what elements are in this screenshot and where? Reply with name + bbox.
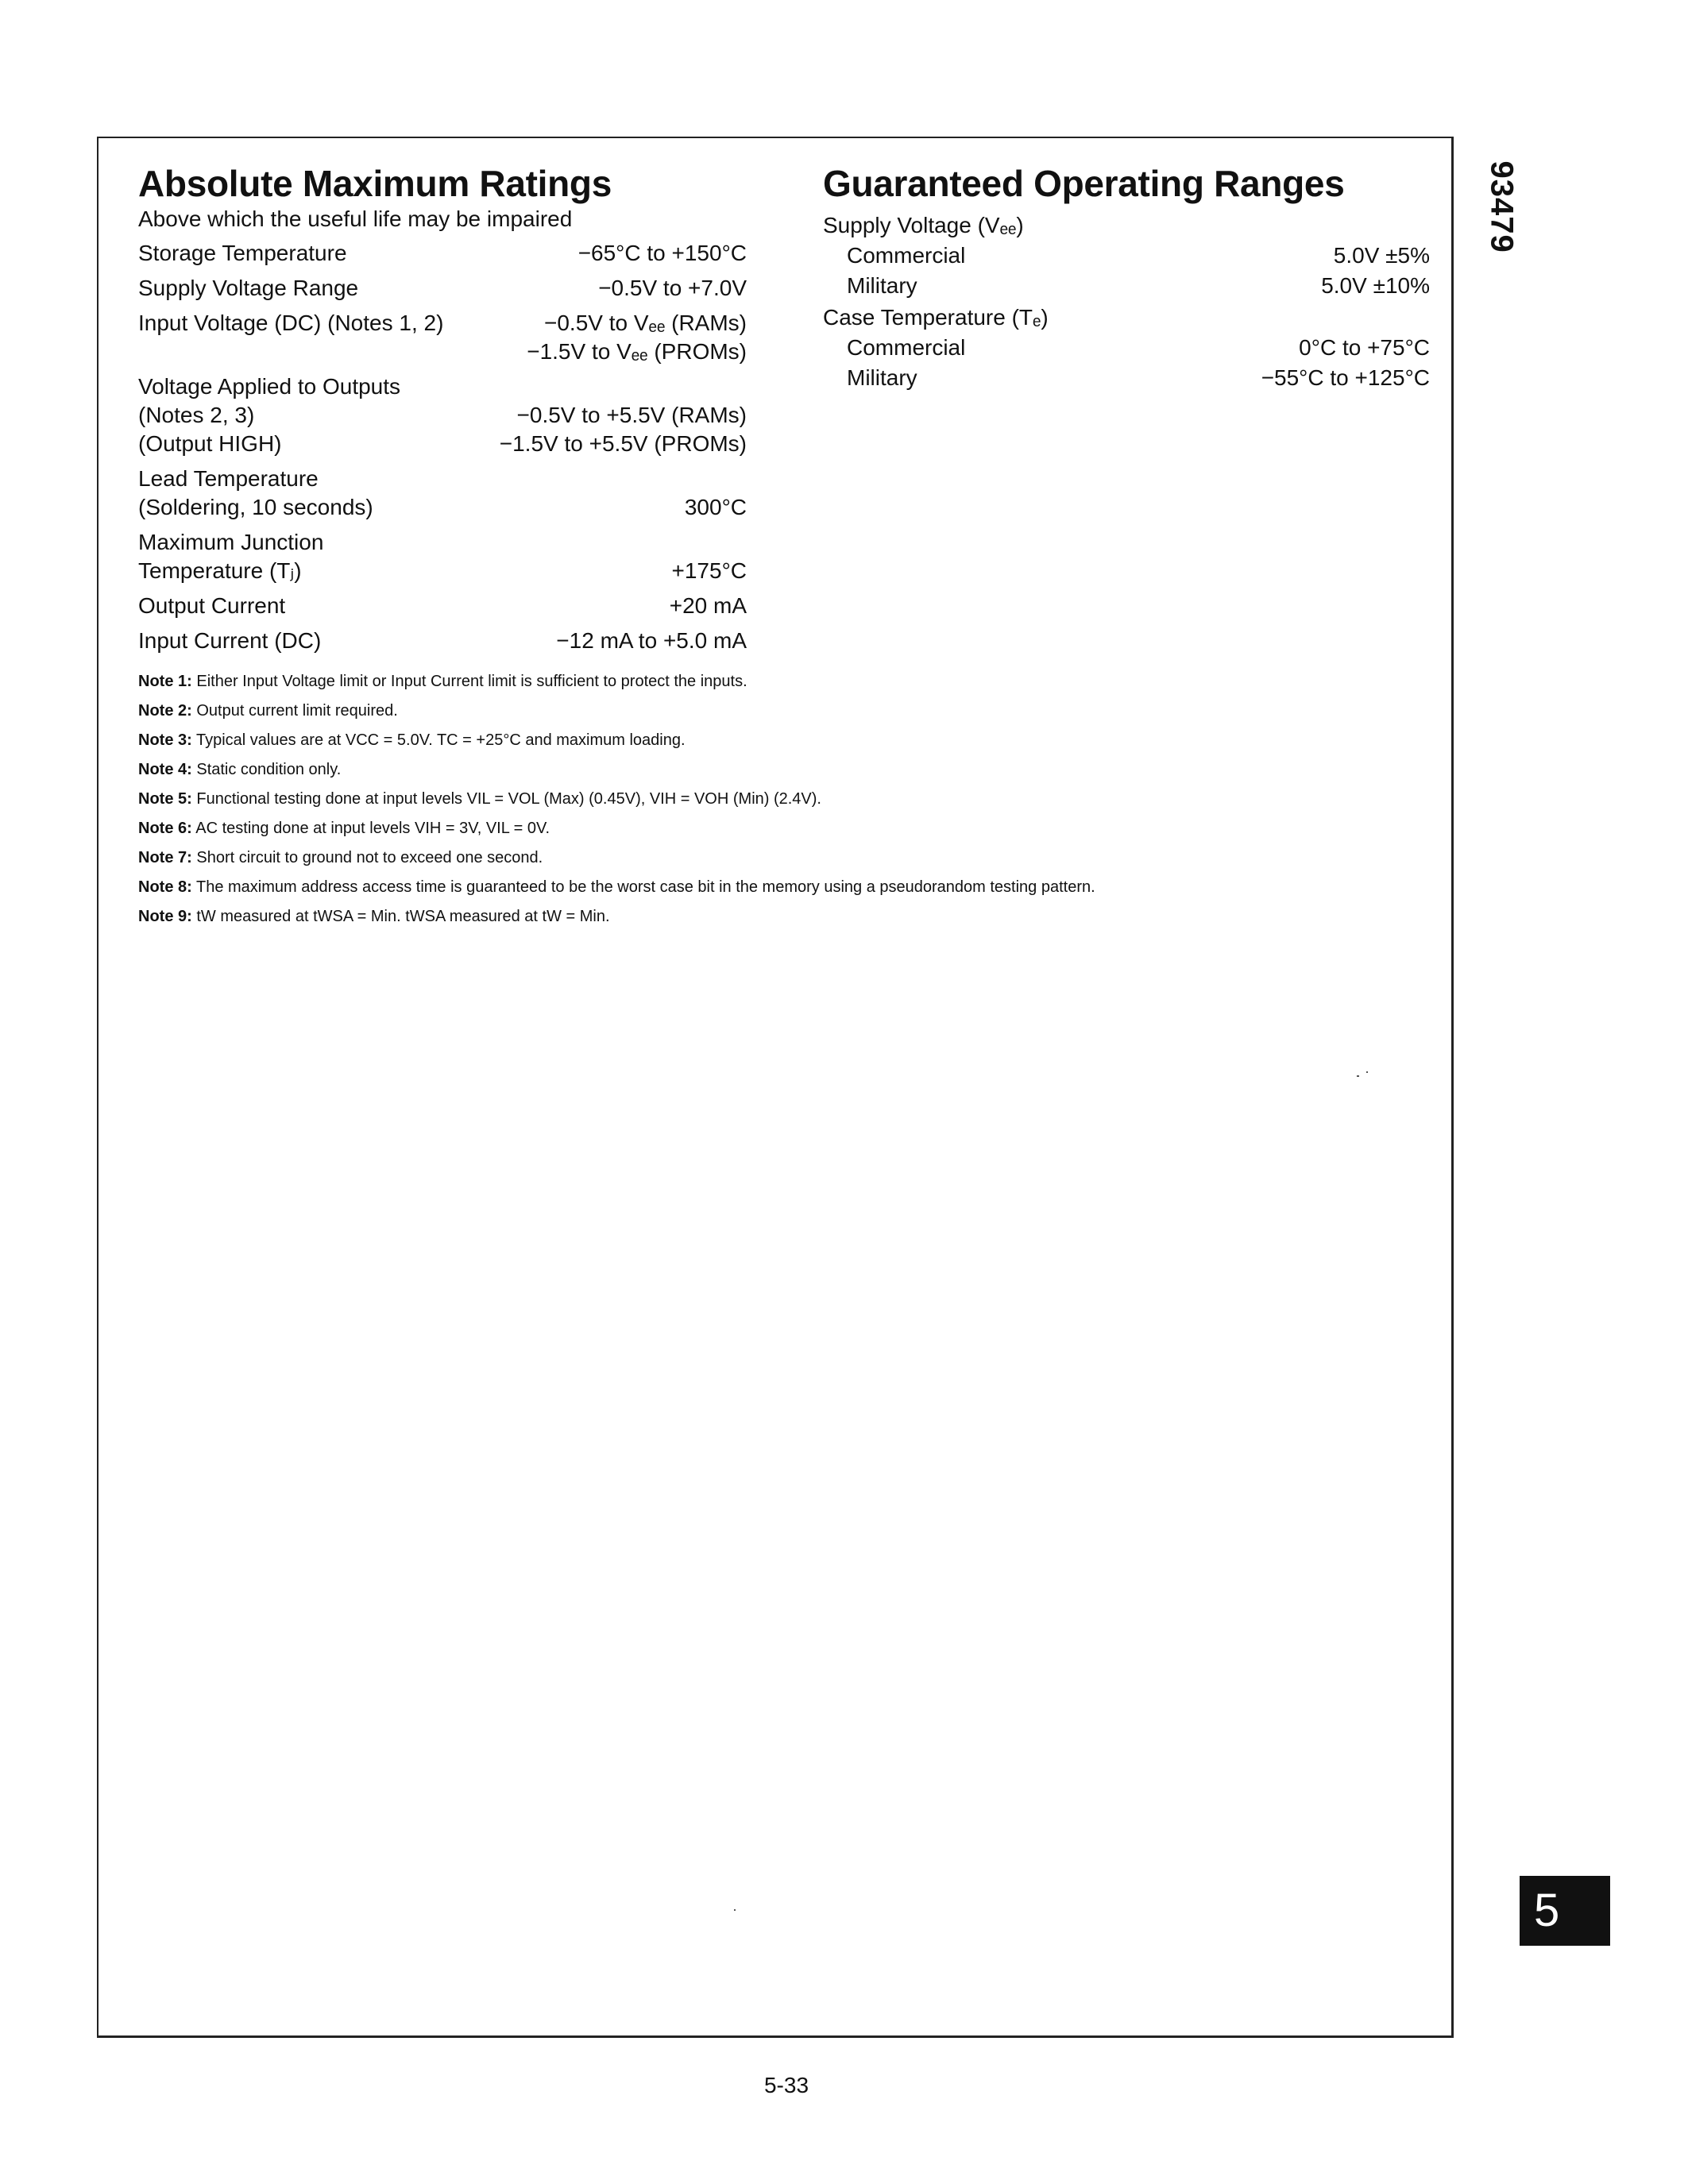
absolute-maximum-ratings-section [138,161,747,655]
note-text: Static condition only. [196,761,342,778]
note-tag: Note 9: [138,908,192,925]
case-temperature-heading: Case Temperature (Tₑ) [823,305,1049,330]
rating-value: +175°C [671,558,747,583]
note-tag: Note 6: [138,820,192,837]
note-item [138,785,1409,814]
note-text: The maximum address access time is guaranteed to be the worst case bit in the memory using a pseudorandom testing pattern. [196,878,1095,896]
range-label: Commercial [847,335,966,360]
range-row [823,271,1430,301]
rating-label: Storage Temperature [138,241,347,265]
rating-value: −0.5V to +5.5V (RAMs) −1.5V to +5.5V (PROMs) [499,403,747,456]
note-item [138,814,1409,843]
note-text: Short circuit to ground not to exceed one second. [196,849,543,866]
rating-value: 300°C [684,495,747,519]
rating-label: Supply Voltage Range [138,276,359,300]
note-item [138,755,1409,785]
range-value: 5.0V ±5% [1333,243,1430,268]
rating-value: −65°C to +150°C [577,241,747,265]
note-item [138,902,1409,932]
note-item [138,843,1409,873]
notes-list [138,667,1409,932]
absolute-maximum-ratings-subtitle: Above which the useful life may be impaired [138,206,573,231]
range-value: 5.0V ±10% [1321,273,1430,298]
rating-label: Maximum Junction Temperature (Tⱼ) [138,530,324,583]
scan-speck [1357,1075,1359,1077]
rating-label: Voltage Applied to Outputs (Notes 2, 3) (Output HIGH) [138,374,401,456]
rating-row [138,528,747,585]
note-text: Typical values are at VCC = 5.0V. TC = +25°C and maximum loading. [196,731,686,749]
rating-row [138,592,747,620]
rating-label: Input Current (DC) [138,628,322,653]
note-text: Functional testing done at input levels VIL = VOL (Max) (0.45V), VIH = VOH (Min) (2.4V). [196,790,821,808]
rating-value: −12 mA to +5.0 mA [556,628,747,653]
range-label: Military [847,365,917,390]
supply-voltage-heading: Supply Voltage (Vₑₑ) [823,213,1024,237]
rating-value: +20 mA [669,593,747,618]
note-tag: Note 2: [138,702,192,720]
scan-speck [1366,1071,1368,1073]
rating-label: Output Current [138,593,286,618]
rating-value: −0.5V to +7.0V [598,276,747,300]
rating-row [138,627,747,655]
note-tag: Note 8: [138,878,192,896]
note-item [138,696,1409,726]
note-tag: Note 5: [138,790,192,808]
range-row [823,363,1430,393]
rating-row [138,372,747,458]
note-tag: Note 3: [138,731,192,749]
range-value: 0°C to +75°C [1299,335,1430,360]
note-tag: Note 1: [138,673,192,690]
absolute-maximum-ratings-title: Absolute Maximum Ratings [138,163,612,204]
note-tag: Note 4: [138,761,192,778]
note-tag: Note 7: [138,849,192,866]
note-text: Either Input Voltage limit or Input Current limit is sufficient to protect the inputs. [196,673,747,690]
range-label: Commercial [847,243,966,268]
scan-speck [734,1909,736,1911]
range-label: Military [847,273,917,298]
rating-value: −0.5V to Vₑₑ (RAMs) −1.5V to Vₑₑ (PROMs) [527,311,747,364]
rating-label: Input Voltage (DC) (Notes 1, 2) [138,311,444,335]
rating-row [138,309,747,366]
note-item [138,726,1409,755]
range-value: −55°C to +125°C [1261,365,1430,390]
note-item [138,873,1409,902]
range-row [823,241,1430,271]
guaranteed-operating-ranges-section [823,161,1430,393]
page-number: 5-33 [763,2073,809,2097]
rating-row [138,465,747,522]
note-item [138,667,1409,696]
note-text: tW measured at tWSA = Min. tWSA measured at tW = Min. [196,908,610,925]
rating-row [138,274,747,303]
rating-row [138,239,747,268]
section-tab: 5 [1520,1876,1610,1946]
note-text: Output current limit required. [196,702,398,720]
range-row [823,333,1430,363]
note-text: AC testing done at input levels VIH = 3V, VIL = 0V. [195,820,550,837]
guaranteed-operating-ranges-title: Guaranteed Operating Ranges [823,163,1345,204]
rating-label: Lead Temperature (Soldering, 10 seconds) [138,466,373,519]
part-number-label: 93479 [1484,160,1520,253]
